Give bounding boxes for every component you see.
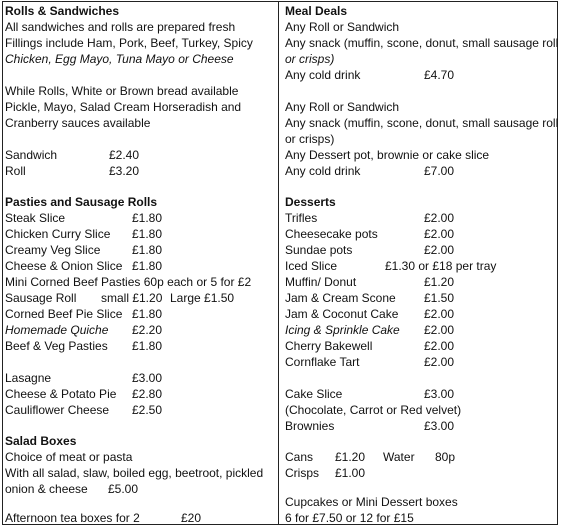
item-price: £1.00 [335,466,366,480]
salad-text: With all salad, slaw, boiled egg, beetroot, pickled [5,466,264,480]
bread-text: While Rolls, White or Brown bread available [5,84,239,98]
item-name: Cake Slice [285,387,343,401]
item-price: £4.70 [424,68,455,82]
item-price: £1.20 [335,450,366,464]
item-name: Jam & Coconut Cake [285,307,399,321]
menu-item [5,306,265,322]
item-price: £3.20 [109,164,140,178]
item-name: Water [383,450,415,464]
salad-heading: Salad Boxes [5,434,77,448]
menu-item [285,306,545,322]
menu-item [285,322,545,338]
item-price: £2.00 [424,243,455,257]
item-name: Chicken Curry Slice [5,227,111,241]
menu-item [5,510,265,526]
item-price: £1.80 [132,339,163,353]
item-price: £2.00 [424,307,455,321]
item-name: Steak Slice [5,211,66,225]
deal-text: Any snack (muffin, scone, donut, small sausage roll [285,116,559,130]
menu-item [285,449,555,465]
item-name: Any cold drink [285,68,361,82]
deal-text [285,163,545,179]
deal-text: or crisps) [285,52,335,66]
item-name: Muffin/ Donut [285,275,357,289]
item-name: Trifles [285,211,318,225]
item-name: Any cold drink [285,164,361,178]
item-price: £2.00 [424,227,455,241]
item-name: Jam & Cream Scone [285,291,396,305]
menu-item [5,338,265,354]
menu-item [5,163,265,179]
menu-item: Mini Corned Beef Pasties 60p each or 5 for £2 [5,275,252,289]
item-name: Lasagne [5,371,52,385]
item-name: Cheesecake pots [285,227,378,241]
salad-text: Choice of meat or pasta [5,450,133,464]
item-price: £3.00 [424,387,455,401]
item-name: Cherry Bakewell [285,339,373,353]
bread-text: Cranberry sauces available [5,116,151,130]
item-name: Cauliflower Cheese [5,403,110,417]
item-price: £1.20 [424,275,455,289]
cupcakes-text: 6 for £7.50 or 12 for £15 [285,511,414,525]
item-price: £1.80 [132,211,163,225]
item-name: Sundae pots [285,243,353,257]
cupcakes-text: Cupcakes or Mini Dessert boxes [285,495,458,509]
item-price: £1.30 or £18 per tray [385,259,497,273]
menu-item [285,258,555,274]
desserts-heading: Desserts [285,195,336,209]
menu-item [5,147,265,163]
menu-item [285,338,545,354]
item-name: Icing & Sprinkle Cake [285,323,400,337]
menu-item [5,290,275,306]
menu-item [5,258,265,274]
menu-item [5,226,265,242]
item-name: Cornflake Tart [285,355,360,369]
item-price: £3.00 [132,371,163,385]
deal-text: Any snack (muffin, scone, donut, small sausage roll [285,36,559,50]
item-price: £2.00 [424,339,455,353]
bread-text: Pickle, Mayo, Salad Cream Horseradish and [5,100,242,114]
item-price: £1.80 [132,243,163,257]
deal-text: or crisps) [285,132,335,146]
item-name: Sausage Roll [5,291,77,305]
item-price: £5.00 [108,482,139,496]
deal-text: Any Roll or Sandwich [285,100,400,114]
item-name: Iced Slice [285,259,338,273]
item-price: £2.40 [109,148,140,162]
item-price: £1.80 [132,307,163,321]
menu-item [285,354,545,370]
pasties-heading: Pasties and Sausage Rolls [5,195,158,209]
menu-item [285,290,545,306]
item-price: £2.00 [424,323,455,337]
item-name: Corned Beef Pie Slice [5,307,123,321]
menu-item [285,465,545,481]
menu-item [285,210,545,226]
item-price: £1.80 [132,259,163,273]
item-name: Beef & Veg Pasties [5,339,108,353]
item-price: £7.00 [424,164,455,178]
item-price: £2.80 [132,387,163,401]
item-price: £2.50 [132,403,163,417]
menu-item [285,226,545,242]
rolls-text: Fillings include Ham, Pork, Beef, Turkey, Spicy [5,36,253,50]
salad-text [5,481,265,497]
item-price: £2.00 [424,211,455,225]
deal-text: Any Dessert pot, brownie or cake slice [285,148,490,162]
item-name: Cheese & Onion Slice [5,259,123,273]
deal-text: Any Roll or Sandwich [285,20,400,34]
item-price: £2.20 [132,323,163,337]
rolls-text: All sandwiches and rolls are prepared fresh [5,20,236,34]
cake-flavours: (Chocolate, Carrot or Red velvet) [285,403,462,417]
item-name: onion & cheese [5,482,88,496]
rolls-heading: Rolls & Sandwiches [5,4,120,18]
item-name: Sandwich [5,148,58,162]
item-price: Large £1.50 [170,291,235,305]
item-name: Cheese & Potato Pie [5,387,117,401]
menu-item [285,386,545,402]
item-name: Brownies [285,419,335,433]
item-price: £3.00 [424,419,455,433]
item-price: £20 [181,511,202,525]
menu-item [5,322,265,338]
item-name: Afternoon tea boxes for 2 [5,511,140,525]
item-name: Crisps [285,466,320,480]
item-name: Creamy Veg Slice [5,243,101,257]
menu-item [285,418,545,434]
item-name: Cans [285,450,314,464]
menu-item [285,242,545,258]
item-name: Homemade Quiche [5,323,109,337]
menu-item [5,386,265,402]
menu-item [5,370,265,386]
meal-deals-heading: Meal Deals [285,4,348,18]
rolls-text: Chicken, Egg Mayo, Tuna Mayo or Cheese [5,52,234,66]
item-price: £2.00 [424,355,455,369]
item-price: 80p [435,450,456,464]
menu-item [285,274,545,290]
item-name: Roll [5,164,26,178]
menu-item [5,210,265,226]
item-price: small £1.20 [101,291,163,305]
menu-item [5,402,265,418]
menu-item [5,242,265,258]
column-divider [278,1,279,525]
item-price: £1.50 [424,291,455,305]
deal-text [285,67,545,83]
item-price: £1.80 [132,227,163,241]
